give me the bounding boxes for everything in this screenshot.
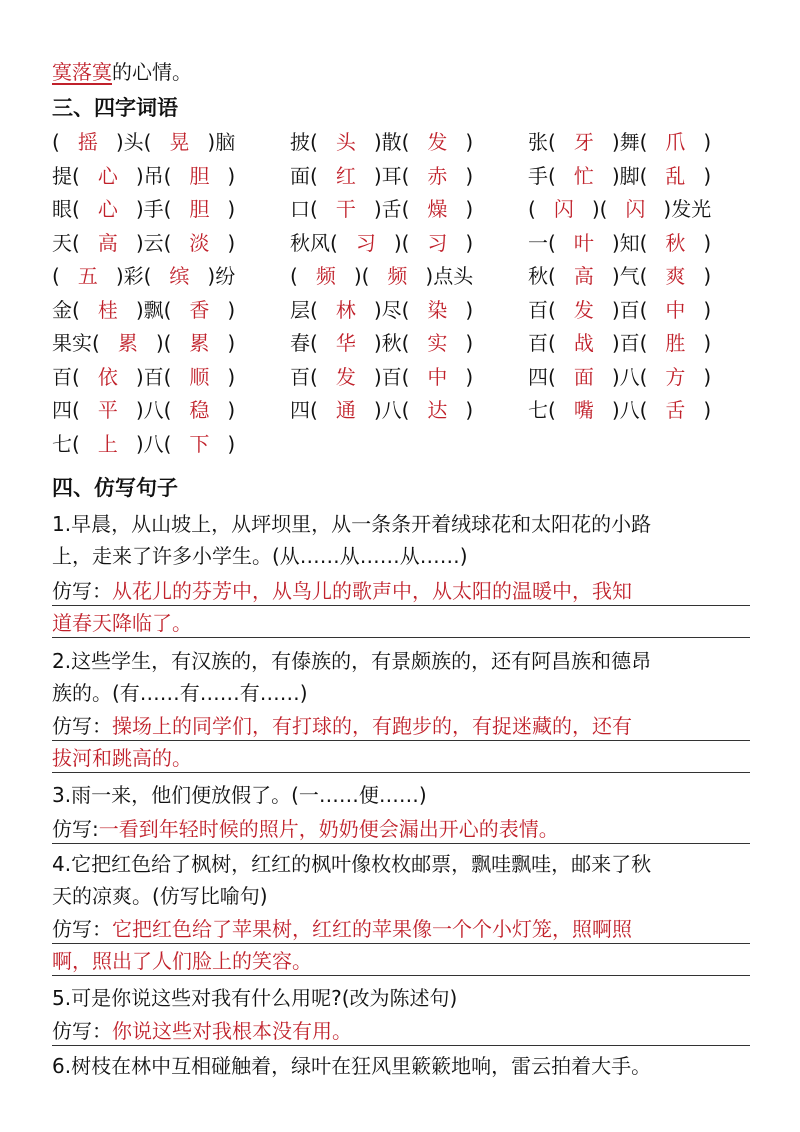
idiom-item: [528, 162, 711, 190]
idiom-answer: 顺: [189, 364, 210, 389]
idiom-text: ): [703, 331, 712, 355]
question-2-line2: 族的。(有……有……有……): [52, 681, 308, 705]
idiom-text: 百(: [528, 331, 556, 355]
idiom-text: )秋(: [373, 331, 410, 355]
question-1-line2: 上，走来了许多小学生。(从……从……从……): [52, 544, 468, 568]
answer-rule: [52, 605, 750, 606]
idiom-answer: 燥: [427, 197, 448, 221]
answer-5-line1: [52, 1017, 352, 1045]
idiom-text: )八(: [373, 398, 410, 422]
idiom-text: ): [465, 398, 474, 422]
question-3-line1: 3.雨一来，他们便放假了。(一……便……): [52, 783, 427, 807]
idiom-item: [290, 262, 473, 290]
idiom-answer: 五: [77, 264, 98, 288]
idiom-answer: 平: [97, 398, 118, 422]
idiom-answer: 嘴: [573, 398, 594, 422]
idiom-text: )气(: [611, 264, 648, 288]
answer-2-line1: [52, 712, 632, 740]
idiom-answer: 累: [117, 331, 138, 355]
idiom-item: [290, 363, 473, 391]
idiom-answer: 中: [427, 364, 448, 389]
idiom-item: [52, 430, 235, 458]
idiom-text: ): [465, 364, 474, 389]
idiom-answer: 面: [573, 364, 594, 389]
idiom-item: [528, 329, 711, 357]
idiom-text: )舞(: [611, 130, 648, 154]
idiom-text: ): [703, 230, 712, 255]
idiom-item: [290, 296, 473, 324]
idiom-answer: 牙: [573, 130, 594, 154]
idiom-text: )脚(: [611, 163, 648, 188]
idiom-answer: 舌: [665, 398, 686, 422]
question-1-line1: 1.早晨，从山坡上，从坪坝里，从一条条开着绒球花和太阳花的小路: [52, 512, 652, 536]
idiom-answer: 上: [97, 431, 118, 456]
idiom-text: ): [227, 197, 236, 221]
idiom-text: )百(: [135, 364, 172, 389]
idiom-answer: 实: [427, 331, 448, 355]
answer-rule: [52, 772, 750, 773]
answer-2-line2: 拔河和跳高的。: [52, 746, 192, 770]
imitate-label: 仿写：: [52, 579, 112, 603]
section4-title: 四、仿写句子: [52, 476, 178, 500]
idiom-text: ): [465, 230, 474, 255]
idiom-answer: 发: [335, 364, 356, 389]
answer-4-line1: [52, 915, 632, 943]
idiom-text: )百(: [611, 331, 648, 355]
answer-rule: [52, 740, 750, 741]
question-5-line1: 5.可是你说这些对我有什么用呢?(改为陈述句): [52, 986, 458, 1010]
idiom-answer: 乱: [665, 163, 686, 188]
idiom-text: ): [703, 398, 712, 422]
idiom-item: [528, 128, 711, 156]
idiom-answer: 染: [427, 297, 448, 322]
idiom-answer: 桂: [97, 297, 118, 322]
idiom-text: ): [227, 331, 236, 355]
idiom-text: 百(: [52, 364, 80, 389]
idiom-text: ): [227, 364, 236, 389]
idiom-item: [52, 329, 235, 357]
question-4-line2: 天的凉爽。(仿写比喻句): [52, 884, 268, 908]
idiom-answer: 累: [189, 331, 210, 355]
idiom-text: )尽(: [373, 297, 410, 322]
idiom-answer: 战: [573, 331, 594, 355]
idiom-answer: 发: [573, 297, 594, 322]
idiom-item: [52, 262, 235, 290]
idiom-text: )散(: [373, 130, 410, 154]
answer-5-text1: 你说这些对我根本没有用。: [112, 1019, 352, 1043]
top-line: [52, 58, 192, 86]
idiom-text: 四(: [528, 364, 556, 389]
idiom-text: )脑: [207, 130, 236, 154]
idiom-text: )彩(: [115, 264, 152, 288]
idiom-text: 口(: [290, 197, 318, 221]
idiom-answer: 依: [97, 364, 118, 389]
idiom-item: [52, 195, 235, 223]
idiom-answer: 习: [355, 230, 376, 255]
idiom-text: 面(: [290, 163, 318, 188]
idiom-answer: 红: [335, 163, 356, 188]
idiom-answer: 稳: [189, 398, 210, 422]
idiom-answer: 心: [97, 163, 118, 188]
idiom-text: )飘(: [135, 297, 172, 322]
idiom-answer: 爽: [665, 264, 686, 288]
idiom-answer: 缤: [169, 264, 190, 288]
question-2-line1: 2.这些学生，有汉族的，有傣族的，有景颇族的，还有阿昌族和德昂: [52, 649, 652, 673]
idiom-text: )点头: [425, 264, 474, 288]
idiom-text: ): [227, 431, 236, 456]
idiom-text: 层(: [290, 297, 318, 322]
idiom-answer: 频: [387, 264, 408, 288]
idiom-text: )八(: [135, 398, 172, 422]
idiom-text: 四(: [290, 398, 318, 422]
idiom-text: 四(: [52, 398, 80, 422]
idiom-item: [528, 296, 711, 324]
idiom-item: [528, 396, 711, 424]
idiom-text: )发光: [663, 197, 712, 221]
idiom-text: ): [703, 130, 712, 154]
answer-4-line2: 啊，照出了人们脸上的笑容。: [52, 949, 312, 973]
idiom-text: 一(: [528, 230, 556, 255]
idiom-text: ): [703, 364, 712, 389]
idiom-answer: 林: [335, 297, 356, 322]
idiom-text: ): [465, 331, 474, 355]
idiom-answer: 胆: [189, 163, 210, 188]
idiom-text: )(: [353, 264, 370, 288]
idiom-text: (: [290, 264, 298, 288]
idiom-answer: 频: [315, 264, 336, 288]
idiom-text: ): [465, 197, 474, 221]
idiom-text: )(: [155, 331, 172, 355]
idiom-item: [290, 396, 473, 424]
idiom-answer: 爪: [665, 130, 686, 154]
idiom-answer: 达: [427, 398, 448, 422]
idiom-answer: 心: [97, 197, 118, 221]
idiom-item: [290, 162, 473, 190]
section3-title: 三、四字词语: [52, 96, 178, 120]
idiom-item: [52, 396, 235, 424]
idiom-text: (: [52, 130, 60, 154]
question-6-line1: 6.树枝在林中互相碰触着，绿叶在狂风里簌簌地响，雷云拍着大手。: [52, 1054, 652, 1078]
idiom-answer: 胜: [665, 331, 686, 355]
idiom-text: ): [227, 163, 236, 188]
answer-rule: [52, 943, 750, 944]
idiom-text: )八(: [135, 431, 172, 456]
top-answer: 寞落寞: [52, 60, 112, 84]
idiom-text: 秋风(: [290, 230, 338, 255]
imitate-label: 仿写：: [52, 714, 112, 738]
idiom-text: )吊(: [135, 163, 172, 188]
answer-2-text1: 操场上的同学们，有打球的，有跑步的，有捉迷藏的，还有: [112, 714, 632, 738]
idiom-text: ): [227, 230, 236, 255]
answer-1-line2: 道春天降临了。: [52, 611, 192, 635]
idiom-item: [290, 195, 473, 223]
idiom-answer: 忙: [573, 163, 594, 188]
idiom-answer: 高: [573, 264, 594, 288]
idiom-text: (: [52, 264, 60, 288]
idiom-text: ): [227, 398, 236, 422]
idiom-item: [52, 229, 235, 257]
idiom-text: (: [528, 197, 536, 221]
idiom-item: [290, 128, 473, 156]
idiom-answer: 发: [427, 130, 448, 154]
answer-3-line1: [52, 815, 559, 843]
idiom-item: [52, 363, 235, 391]
idiom-answer: 摇: [77, 130, 98, 154]
idiom-text: )(: [393, 230, 410, 255]
idiom-answer: 头: [335, 130, 356, 154]
idiom-item: [528, 195, 711, 223]
idiom-answer: 香: [189, 297, 210, 322]
idiom-text: ): [703, 264, 712, 288]
idiom-text: )八(: [611, 398, 648, 422]
idiom-answer: 淡: [189, 230, 210, 255]
idiom-text: ): [465, 297, 474, 322]
idiom-text: )手(: [135, 197, 172, 221]
answer-1-text1: 从花儿的芬芳中，从鸟儿的歌声中，从太阳的温暖中，我知: [112, 579, 632, 603]
idiom-text: )百(: [373, 364, 410, 389]
idiom-answer: 习: [427, 230, 448, 255]
idiom-answer: 叶: [573, 230, 594, 255]
idiom-item: [52, 296, 235, 324]
idiom-text: 眼(: [52, 197, 80, 221]
question-4-line1: 4.它把红色给了枫树，红红的枫叶像枚枚邮票，飘哇飘哇，邮来了秋: [52, 852, 652, 876]
idiom-item: [290, 229, 473, 257]
idiom-text: 金(: [52, 297, 80, 322]
idiom-text: ): [227, 297, 236, 322]
idiom-text: ): [703, 163, 712, 188]
answer-rule: [52, 637, 750, 638]
idiom-text: )耳(: [373, 163, 410, 188]
answer-rule: [52, 1045, 750, 1046]
idiom-text: ): [703, 297, 712, 322]
idiom-text: )(: [591, 197, 608, 221]
idiom-text: )舌(: [373, 197, 410, 221]
idiom-item: [528, 229, 711, 257]
idiom-item: [52, 162, 235, 190]
idiom-text: 七(: [52, 431, 80, 456]
idiom-item: [528, 262, 711, 290]
idiom-text: 提(: [52, 163, 80, 188]
idiom-answer: 华: [335, 331, 356, 355]
idiom-answer: 晃: [169, 130, 190, 154]
answer-4-text1: 它把红色给了苹果树，红红的苹果像一个个小灯笼，照啊照: [112, 917, 632, 941]
idiom-text: 秋(: [528, 264, 556, 288]
idiom-answer: 高: [97, 230, 118, 255]
imitate-label: 仿写：: [52, 1019, 112, 1043]
idiom-text: 张(: [528, 130, 556, 154]
answer-rule: [52, 843, 750, 844]
idiom-text: 七(: [528, 398, 556, 422]
idiom-item: [52, 128, 235, 156]
top-rest: 的心情。: [112, 60, 192, 84]
idiom-text: )知(: [611, 230, 648, 255]
idiom-item: [290, 329, 473, 357]
idiom-answer: 中: [665, 297, 686, 322]
idiom-text: )云(: [135, 230, 172, 255]
idiom-text: 手(: [528, 163, 556, 188]
imitate-label: 仿写:: [52, 817, 99, 841]
idiom-text: 果实(: [52, 331, 100, 355]
idiom-answer: 下: [189, 431, 210, 456]
answer-3-text1: 一看到年轻时候的照片，奶奶便会漏出开心的表情。: [98, 817, 559, 841]
idiom-answer: 方: [665, 364, 686, 389]
idiom-text: 天(: [52, 230, 80, 255]
idiom-item: [528, 363, 711, 391]
imitate-label: 仿写：: [52, 917, 112, 941]
idiom-text: ): [465, 130, 474, 154]
idiom-text: )头(: [115, 130, 152, 154]
idiom-text: 百(: [528, 297, 556, 322]
idiom-text: 百(: [290, 364, 318, 389]
idiom-text: 披(: [290, 130, 318, 154]
idiom-text: ): [465, 163, 474, 188]
idiom-text: )八(: [611, 364, 648, 389]
idiom-answer: 干: [335, 197, 356, 221]
answer-rule: [52, 975, 750, 976]
idiom-answer: 胆: [189, 197, 210, 221]
idiom-answer: 通: [335, 398, 356, 422]
idiom-answer: 闪: [625, 197, 646, 221]
idiom-text: )纷: [207, 264, 236, 288]
answer-1-line1: [52, 577, 632, 605]
idiom-answer: 赤: [427, 163, 448, 188]
idiom-text: )百(: [611, 297, 648, 322]
idiom-answer: 闪: [553, 197, 574, 221]
idiom-text: 春(: [290, 331, 318, 355]
idiom-answer: 秋: [665, 230, 686, 255]
